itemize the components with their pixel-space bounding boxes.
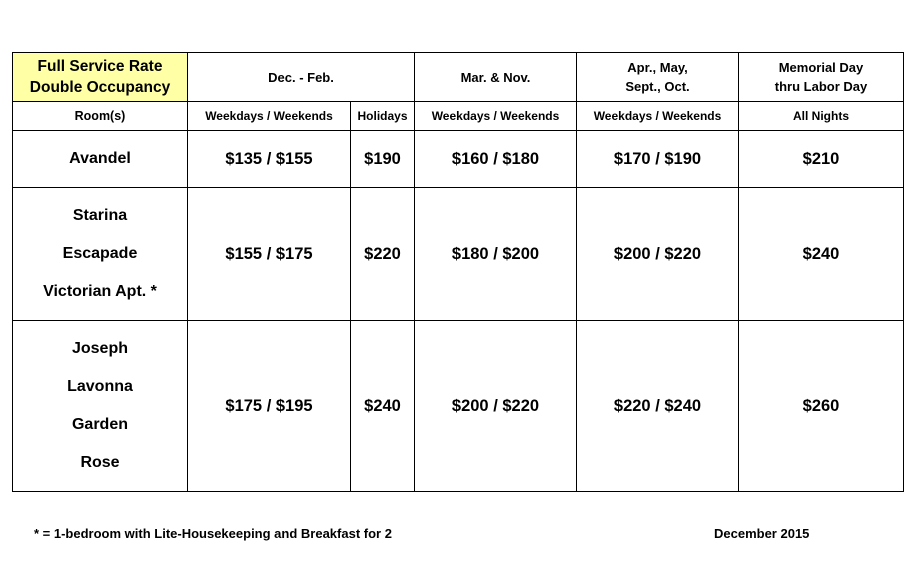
price-mar-nov: $160 / $180 bbox=[415, 131, 577, 188]
season-apr-oct-line2: Sept., Oct. bbox=[625, 79, 690, 94]
room-name: Avandel bbox=[69, 150, 131, 167]
price-holiday: $220 bbox=[351, 188, 415, 321]
rate-title-line2: Double Occupancy bbox=[29, 79, 171, 96]
room-name: Lavonna bbox=[67, 378, 133, 395]
price-mar-nov: $200 / $220 bbox=[415, 321, 577, 492]
price-dec-feb: $155 / $175 bbox=[188, 188, 351, 321]
table-row bbox=[13, 188, 904, 321]
season-memorial-line2: thru Labor Day bbox=[774, 79, 868, 94]
footnote: * = 1-bedroom with Lite-Housekeeping and Breakfast for 2 bbox=[34, 526, 392, 541]
room-name: Garden bbox=[71, 416, 128, 433]
subheader-weekdays-weekends-apr: Weekdays / Weekends bbox=[577, 102, 739, 131]
season-memorial-labor bbox=[739, 53, 904, 102]
room-name: Escapade bbox=[62, 245, 138, 262]
price-summer: $240 bbox=[739, 188, 904, 321]
subheader-all-nights: All Nights bbox=[739, 102, 904, 131]
room-name: Starina bbox=[72, 207, 128, 224]
season-memorial-line1: Memorial Day bbox=[778, 60, 864, 75]
season-apr-oct bbox=[577, 53, 739, 102]
rate-table bbox=[12, 52, 904, 492]
table-row bbox=[13, 131, 904, 188]
price-mar-nov: $180 / $200 bbox=[415, 188, 577, 321]
room-name: Joseph bbox=[71, 340, 128, 357]
season-apr-oct-line1: Apr., May, bbox=[627, 60, 688, 75]
subheader-weekdays-weekends-dec: Weekdays / Weekends bbox=[188, 102, 351, 131]
price-apr-oct: $200 / $220 bbox=[577, 188, 739, 321]
room-name: Victorian Apt. * bbox=[43, 283, 157, 300]
room-names bbox=[13, 131, 188, 188]
price-apr-oct: $170 / $190 bbox=[577, 131, 739, 188]
price-dec-feb: $175 / $195 bbox=[188, 321, 351, 492]
rate-title bbox=[13, 53, 188, 102]
price-holiday: $190 bbox=[351, 131, 415, 188]
price-holiday: $240 bbox=[351, 321, 415, 492]
price-summer: $260 bbox=[739, 321, 904, 492]
rooms-header: Room(s) bbox=[13, 102, 188, 131]
room-name: Rose bbox=[80, 454, 120, 471]
table-row bbox=[13, 321, 904, 492]
subheader-row bbox=[13, 102, 904, 131]
room-names bbox=[13, 188, 188, 321]
price-dec-feb: $135 / $155 bbox=[188, 131, 351, 188]
price-summer: $210 bbox=[739, 131, 904, 188]
season-dec-feb: Dec. - Feb. bbox=[188, 53, 415, 102]
room-names bbox=[13, 321, 188, 492]
subheader-weekdays-weekends-mar: Weekdays / Weekends bbox=[415, 102, 577, 131]
rate-title-line1: Full Service Rate bbox=[37, 58, 163, 75]
date-label: December 2015 bbox=[714, 526, 810, 541]
season-header-row bbox=[13, 53, 904, 102]
subheader-holidays: Holidays bbox=[351, 102, 415, 131]
price-apr-oct: $220 / $240 bbox=[577, 321, 739, 492]
season-mar-nov: Mar. & Nov. bbox=[415, 53, 577, 102]
